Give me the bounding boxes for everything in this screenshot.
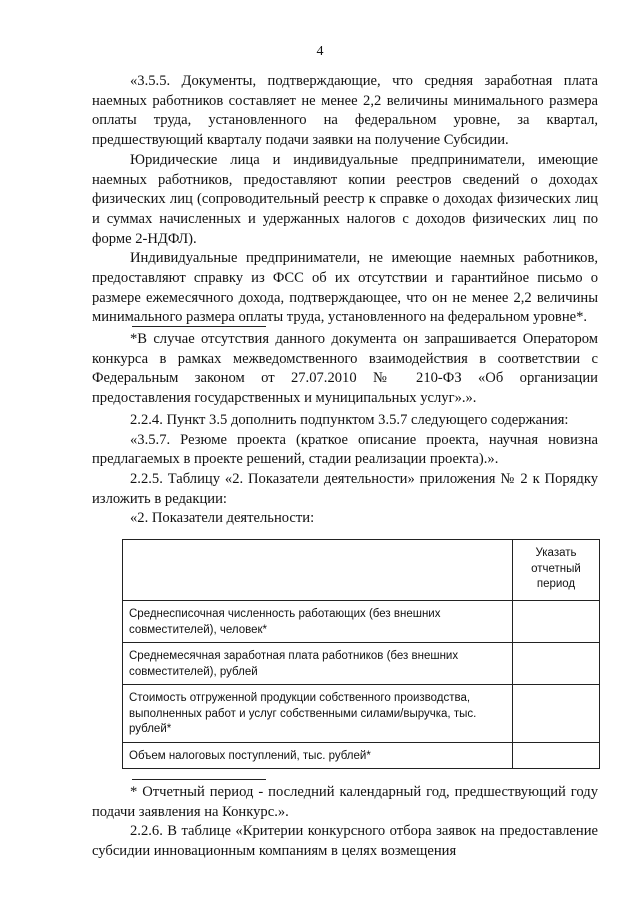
table-row-label: Объем налоговых поступлений, тыс. рублей* (123, 742, 513, 769)
table-row-value (513, 742, 600, 769)
text-block-middle (92, 330, 598, 529)
text-block-top (92, 72, 598, 328)
page-number: 4 (316, 44, 324, 59)
paragraph-2-2-5: 2.2.5. Таблицу «2. Показатели деятельности» приложения № 2 к Порядку изложить в редакции: (92, 470, 598, 507)
footnote-separator (132, 326, 266, 327)
table-row-value (513, 643, 600, 685)
paragraph-table-title: «2. Показатели деятельности: (130, 510, 315, 527)
table-header-value-cell: Указать отчетный период (513, 540, 600, 601)
table-row-value (513, 685, 600, 743)
text-block-bottom (92, 783, 598, 862)
table-header-label-cell (123, 540, 513, 601)
footnote-separator-2 (132, 779, 266, 780)
paragraph-2-2-6: 2.2.6. В таблице «Критерии конкурсного отбора заявок на предоставление субсидии инновационным компаниям в целях возмещения (92, 823, 598, 860)
paragraph-2-2-4: 2.2.4. Пункт 3.5 дополнить подпунктом 3.5.7 следующего содержания: (130, 411, 569, 428)
paragraph-3-5-7: «3.5.7. Резюме проекта (краткое описание проекта, научная новизна предлагаемых в проекте решений, стадии реализации проекта).». (92, 431, 598, 468)
table-header-row (123, 540, 600, 601)
table-row-value (513, 601, 600, 643)
footnote-2: * Отчетный период - последний календарный год, предшествующий году подачи заявления на Конкурс.». (92, 784, 598, 820)
paragraph-legal-entities: Юридические лица и индивидуальные предприниматели, имеющие наемных работников, предоставляют копии реестров сведений о доходах физических лиц (сопроводительный реестр к справке о доходах физических лиц и суммах начисленных и удержанных налогов с доходов физических лиц по форме 2-НДФЛ). (92, 151, 598, 247)
footnote-1: *В случае отсутствия данного документа он запрашивается Оператором конкурса в рамках межведомственного взаимодействия в соответствии с Федеральным законом от 27.07.2010 № 210-ФЗ «Об организации предоставления государственных и муниципальных услуг».». (92, 331, 598, 407)
table-row (123, 643, 600, 685)
indicators-table (122, 539, 600, 769)
paragraph-3-5-5: «3.5.5. Документы, подтверждающие, что средняя заработная плата наемных работников составляет не менее 2,2 величины минимального размера оплаты труда, установленного на федеральном уровне, за квартал, предшествующий кварталу подачи заявки на получение Субсидии. (92, 73, 598, 149)
table-row-label: Среднесписочная численность работающих (без внешних совместителей), человек* (123, 601, 513, 643)
table-row (123, 601, 600, 643)
table-row (123, 742, 600, 769)
table-row-label: Стоимость отгруженной продукции собственного производства, выполненных работ и услуг собственными силами/выручка, тыс. рублей* (123, 685, 513, 743)
table-row-label: Среднемесячная заработная плата работников (без внешних совместителей), рублей (123, 643, 513, 685)
table-row (123, 685, 600, 743)
paragraph-individual-entrepreneurs: Индивидуальные предприниматели, не имеющие наемных работников, предоставляют справку из ФСС об их отсутствии и гарантийное письмо о размере ежемесячного дохода, подтверждающее, что он не менее 2,2 величины минимального размера оплаты труда, установленного на федеральном уровне*. (92, 250, 598, 326)
